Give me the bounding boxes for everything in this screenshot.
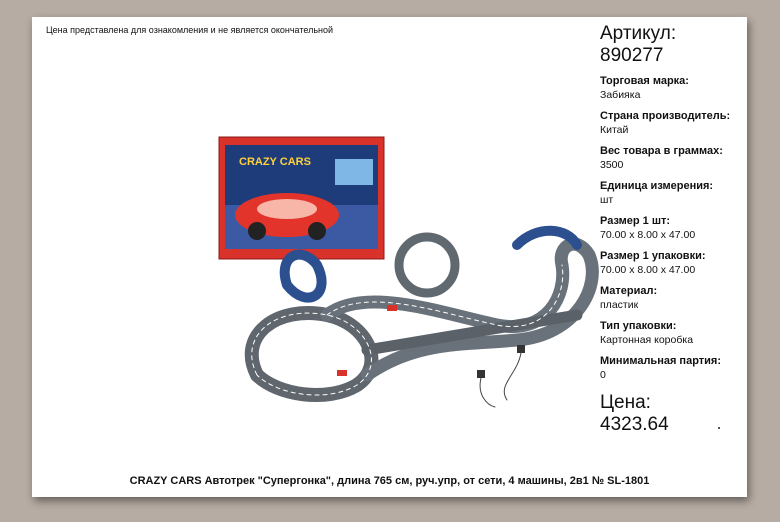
spec-value: 70.00 х 8.00 х 47.00 [600,229,696,241]
price-block [600,392,760,436]
spec-label: Тип упаковки: [600,320,677,332]
spec-label: Размер 1 шт: [600,215,671,227]
spec-label: Материал: [600,285,658,297]
spec-package-type [600,319,760,347]
product-image [217,135,617,420]
price-value: 4323.64 [600,414,669,435]
price-disclaimer: Цена представлена для ознакомления и не является окончательной [46,25,334,35]
product-box-image [219,137,384,259]
article-value: 890277 [600,45,664,66]
spec-label: Вес товара в граммах: [600,145,723,157]
price-label: Цена: [600,392,651,413]
spec-weight [600,144,760,172]
product-title: CRAZY CARS Автотрек "Супергонка", длина 765 см, руч.упр, от сети, 4 машины, 2в1 № SL-1801 [129,475,650,487]
spec-label: Страна производитель: [600,110,731,122]
spec-label: Минимальная партия: [600,355,721,367]
spec-package-size [600,249,760,277]
spec-value: 0 [600,369,606,381]
race-track-image [252,231,593,407]
spec-country [600,109,760,137]
spec-item-size [600,214,760,242]
article-label: Артикул: [600,23,677,44]
spec-brand [600,74,760,102]
spec-min-order [600,354,760,382]
spec-label: Единица измерения: [600,180,714,192]
spec-value: 3500 [600,159,624,171]
spec-value: шт [600,194,614,206]
spec-material [600,284,760,312]
spec-label: Торговая марка: [600,75,689,87]
spec-value: 70.00 х 8.00 х 47.00 [600,264,696,276]
decorative-dot [718,427,720,429]
product-card [32,17,747,497]
spec-value: пластик [600,299,639,311]
spec-value: Забияка [600,89,641,101]
product-specs [600,23,760,436]
spec-value: Картонная коробка [600,334,694,346]
spec-label: Размер 1 упаковки: [600,250,706,262]
box-logo: CRAZY CARS [239,156,311,168]
spec-unit [600,179,760,207]
spec-value: Китай [600,124,629,136]
